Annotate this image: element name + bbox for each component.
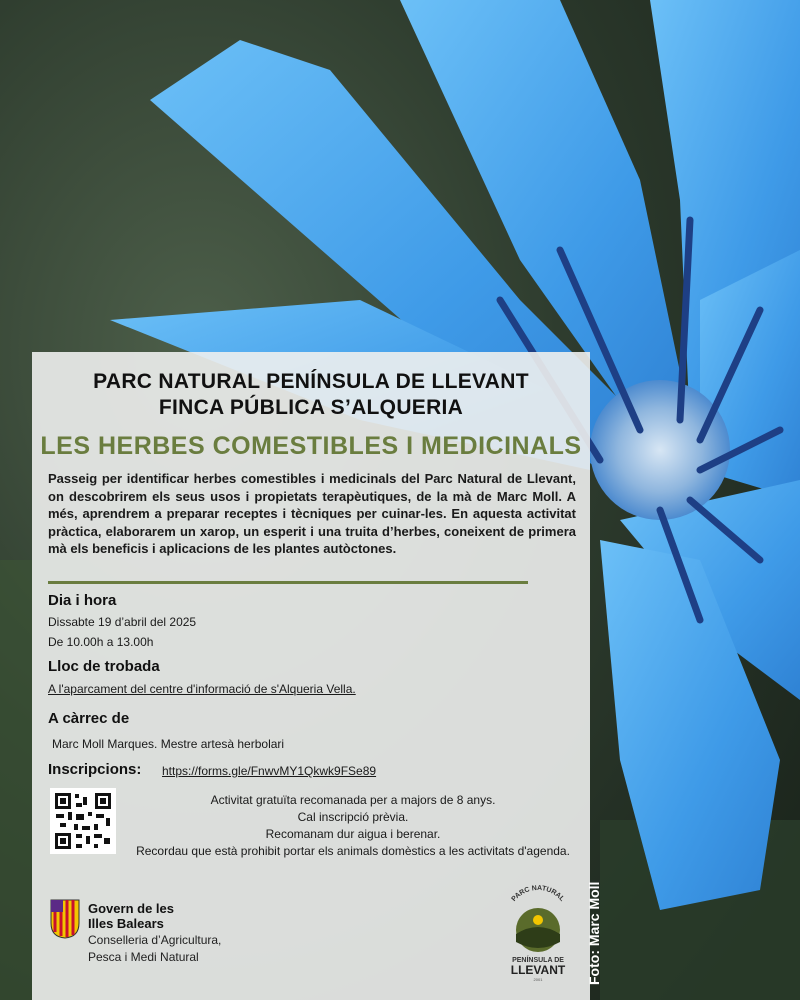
park-logo — [498, 882, 578, 982]
info-panel — [32, 352, 590, 1000]
title-line-2: FINCA PÚBLICA S’ALQUERIA — [158, 396, 464, 419]
gov-dept-line-2: Pesca i Medi Natural — [88, 950, 199, 964]
park-logo-top-text: PARC NATURAL — [510, 884, 566, 903]
divider — [48, 581, 528, 584]
event-date: Dissabte 19 d’abril del 2025 — [48, 615, 197, 629]
where-heading: Lloc de trobada — [48, 658, 160, 675]
note-age: Activitat gratuïta recomanada per a majors de 8 anys. — [210, 793, 496, 807]
svg-text:PARC NATURAL — [510, 885, 566, 904]
balearic-shield-icon — [50, 899, 80, 939]
note-bring: Recomanam dur aigua i berenar. — [265, 827, 441, 841]
activity-notes — [120, 792, 586, 860]
guide-name: Marc Moll Marques. Mestre artesà herbolari — [52, 737, 285, 751]
park-logo-mid-text: PENÍNSULA DE — [512, 957, 564, 964]
registration-link[interactable]: https://forms.gle/FnwvMY1Qkwk9FSe89 — [162, 764, 377, 778]
activity-description: Passeig per identificar herbes comestibles i medicinals del Parc Natural de Llevant, on descobrirem els seus usos i propietats terapèutiques, de la mà de Marc Moll. A més, aprendrem a preparar receptes i tècniques per cuinar-les. En aquesta activitat pràctica, elaborarem un xarop, un esperit i una truita d’herbes, coneixent de primera mà els beneficis i aplicacions de les plantes autòctones. — [48, 471, 576, 556]
park-logo-name: LLEVANT — [510, 963, 566, 977]
when-heading: Dia i hora — [48, 592, 117, 609]
gov-name-line-1: Govern de les — [88, 901, 174, 916]
registration-heading: Inscripcions: — [48, 761, 142, 778]
note-pets: Recordau que està prohibit portar els animals domèstics a les activitats d'agenda. — [136, 844, 570, 858]
event-time: De 10.00h a 13.00h — [48, 635, 154, 649]
meeting-place: A l'aparcament del centre d'informació de s'Alqueria Vella. — [48, 682, 356, 696]
gov-dept-line-1: Conselleria d’Agricultura, — [88, 933, 222, 947]
guide-heading: A càrrec de — [48, 710, 130, 727]
park-logo-year: 2001 — [533, 977, 543, 982]
title-line-1: PARC NATURAL PENÍNSULA DE LLEVANT — [93, 370, 529, 393]
gov-name-line-2: Illes Balears — [88, 916, 164, 931]
qr-code[interactable] — [50, 788, 116, 854]
note-registration: Cal inscripció prèvia. — [297, 810, 409, 824]
photo-credit: Foto: Marc Moll — [586, 881, 602, 985]
activity-title: LES HERBES COMESTIBLES I MEDICINALS — [40, 432, 582, 460]
